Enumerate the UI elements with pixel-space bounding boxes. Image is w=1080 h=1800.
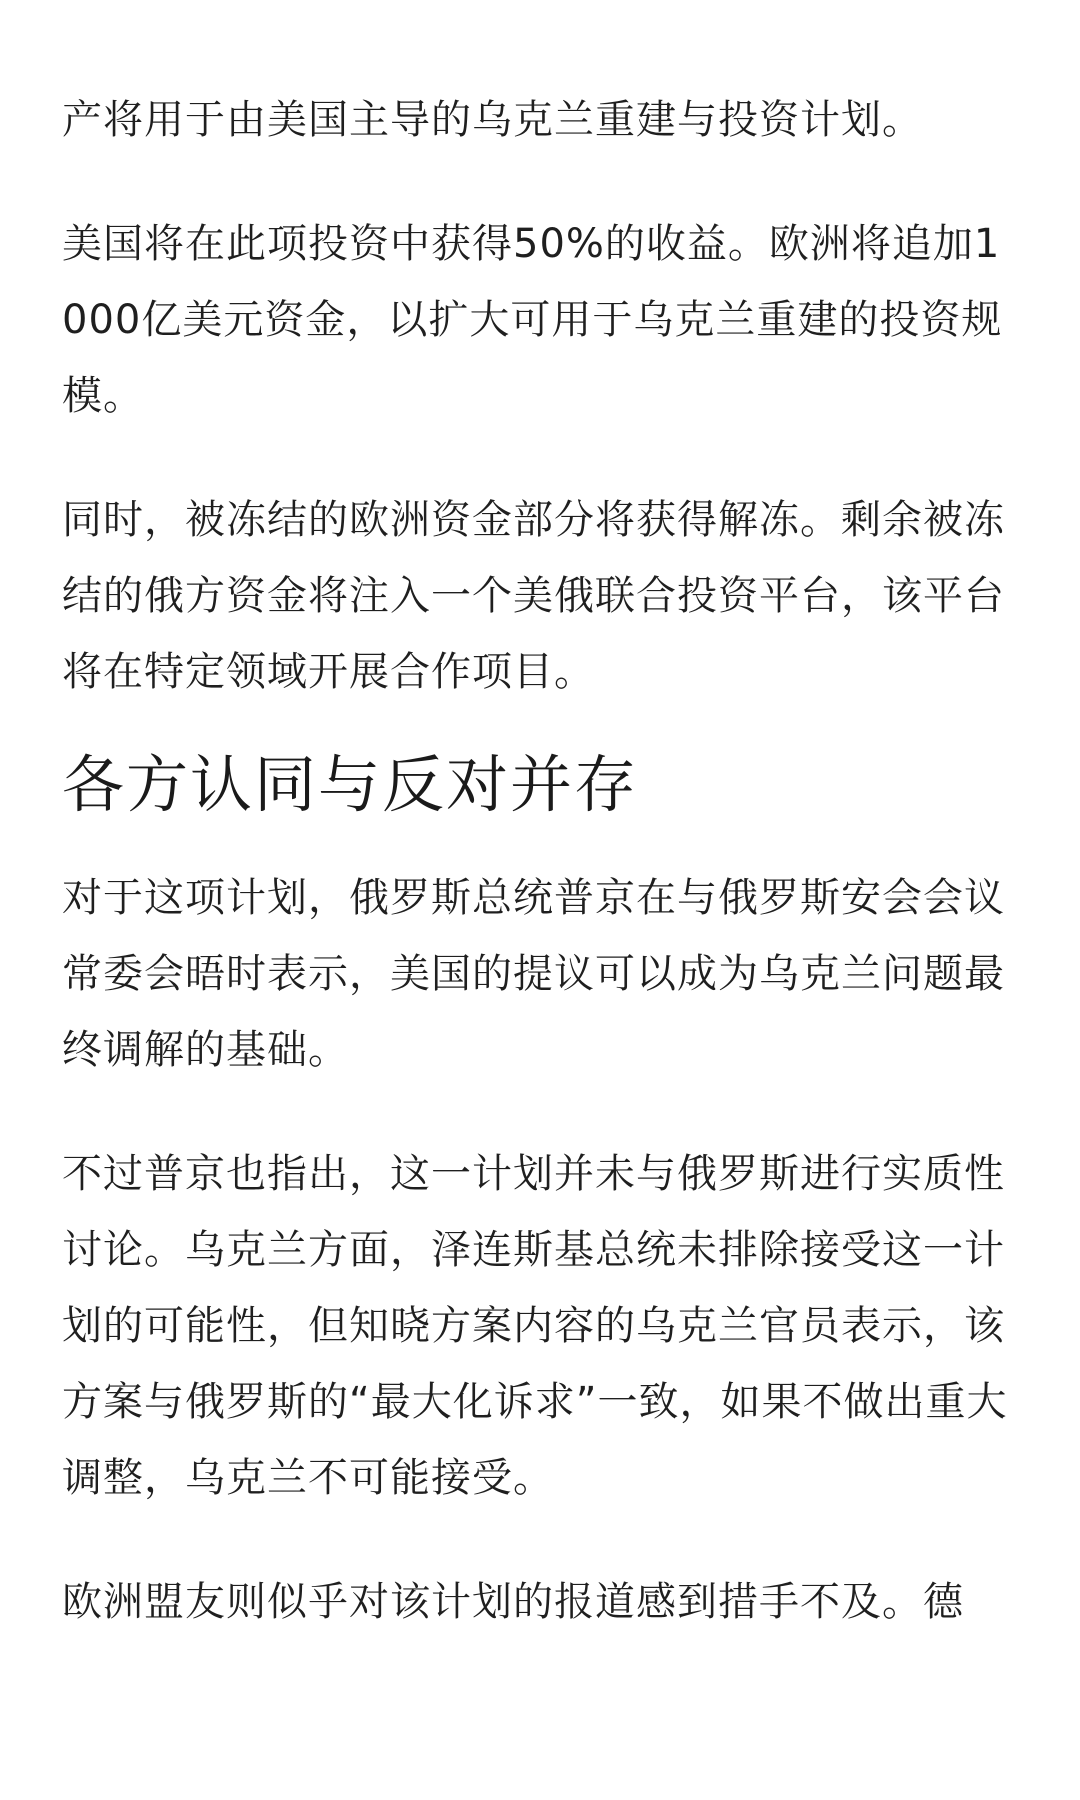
paragraph: 欧洲盟友则似乎对该计划的报道感到措手不及。德 — [62, 1579, 964, 1625]
paragraph: 对于这项计划，俄罗斯总统普京在与俄罗斯安会会议常委会晤时表示，美国的提议可以成为乌克兰问题最终调解的基础。 — [62, 875, 1005, 1073]
article-body — [62, 82, 1018, 1640]
paragraph: 产将用于由美国主导的乌克兰重建与投资计划。 — [62, 97, 923, 143]
paragraph: 不过普京也指出，这一计划并未与俄罗斯进行实质性讨论。乌克兰方面，泽连斯基总统未排除接受这一计划的可能性，但知晓方案内容的乌克兰官员表示，该方案与俄罗斯的“最大化诉求”一致，如果不做出重大调整，乌克兰不可能接受。 — [62, 1151, 1008, 1501]
section-heading: 各方认同与反对并存 — [62, 748, 639, 821]
paragraph: 美国将在此项投资中获得50%的收益。欧洲将追加1000亿美元资金，以扩大可用于乌克兰重建的投资规模。 — [62, 221, 1003, 419]
paragraph: 同时，被冻结的欧洲资金部分将获得解冻。剩余被冻结的俄方资金将注入一个美俄联合投资平台，该平台将在特定领域开展合作项目。 — [62, 497, 1005, 695]
